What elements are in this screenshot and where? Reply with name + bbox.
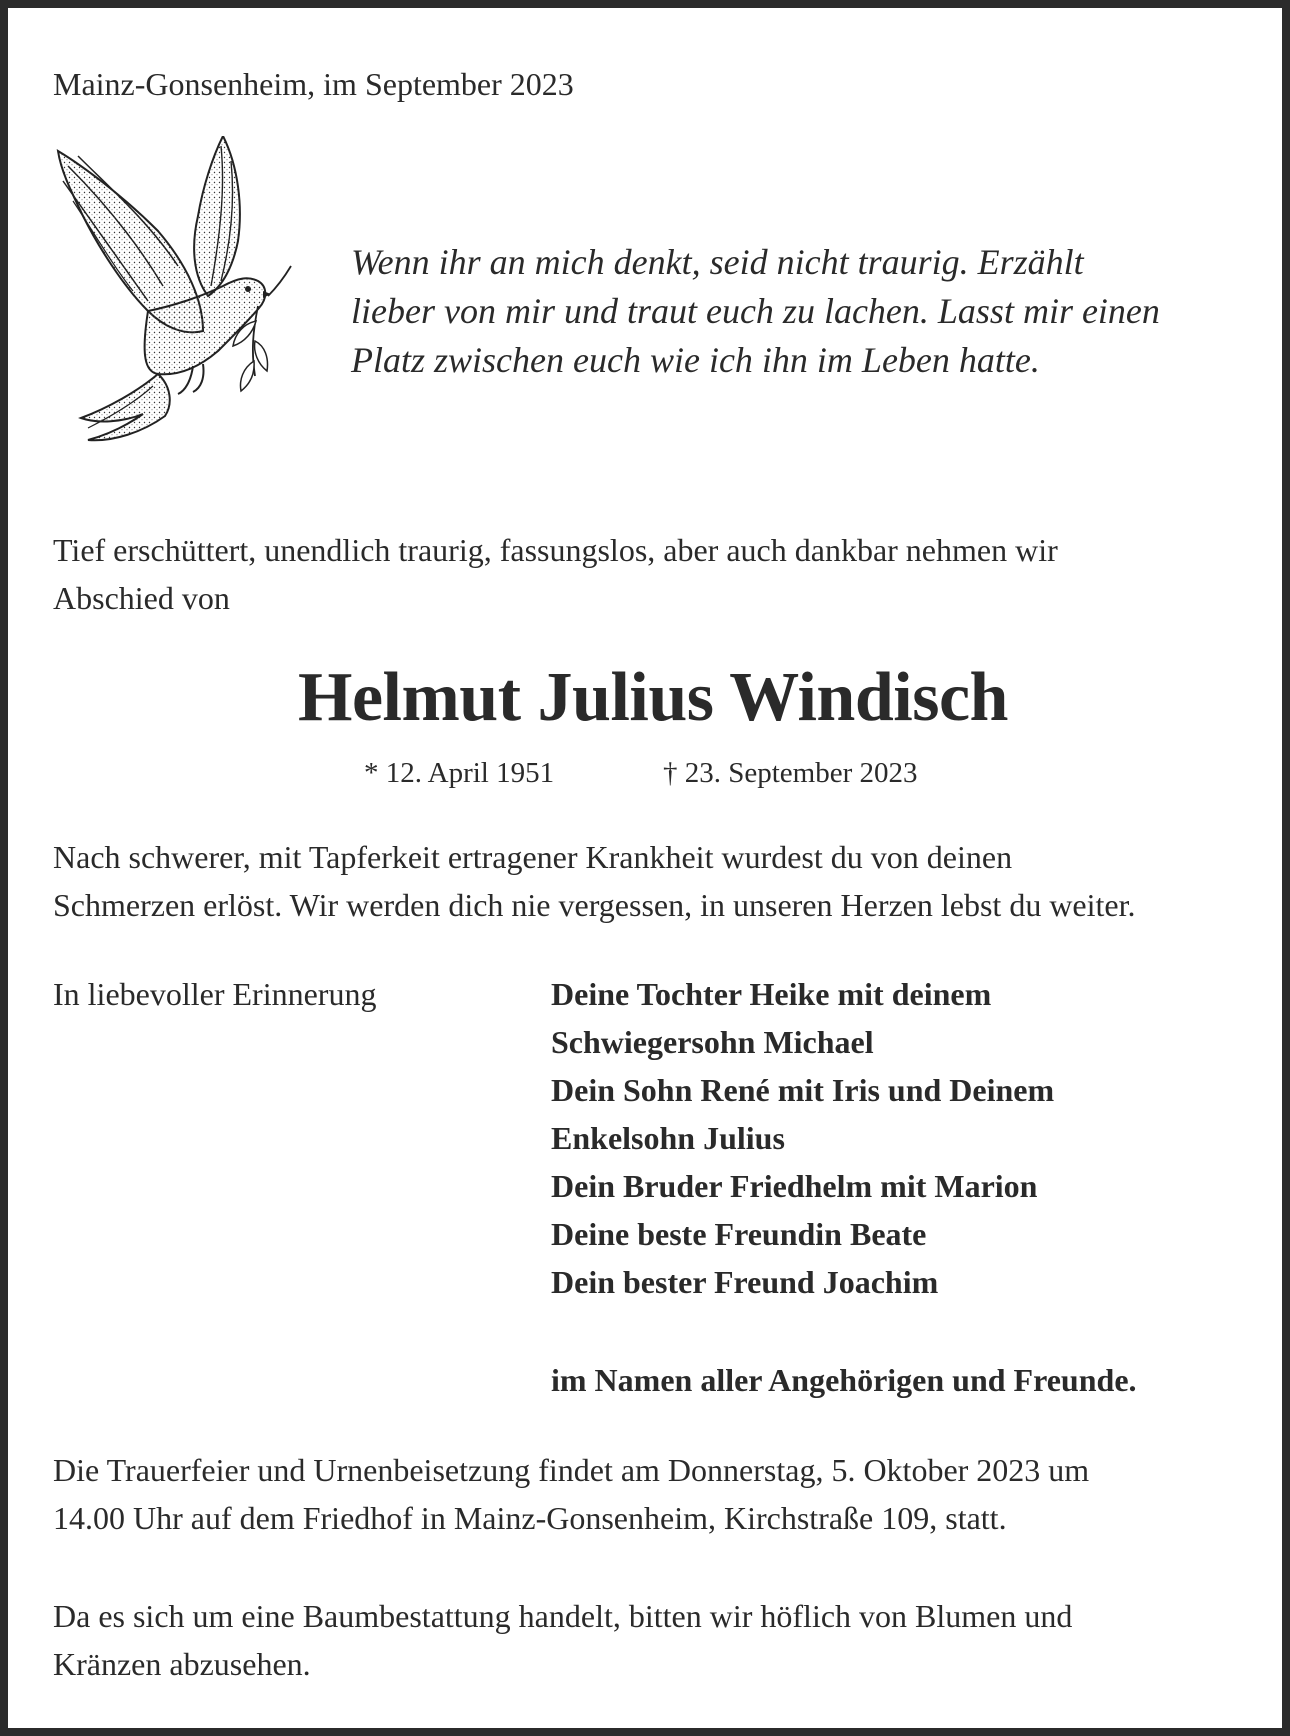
flowers-line: Kränzen abzusehen.: [53, 1646, 311, 1682]
mourner-line: Enkelsohn Julius: [551, 1120, 785, 1156]
mourner-line: Deine beste Freundin Beate: [551, 1216, 927, 1252]
mourner-line: Schwiegersohn Michael: [551, 1024, 874, 1060]
obituary-page: [8, 8, 1282, 1728]
ceremony-line: Die Trauerfeier und Urnenbeisetzung findet am Donnerstag, 5. Oktober 2023 um: [53, 1452, 1090, 1488]
farewell-message: [53, 833, 1253, 929]
death-date: † 23. September 2023: [663, 757, 918, 789]
memorial-quote: [351, 238, 1251, 385]
flowers-line: Da es sich um eine Baumbestattung handelt, bitten wir höflich von Blumen und: [53, 1598, 1073, 1634]
mourner-line: Dein bester Freund Joachim: [551, 1264, 939, 1300]
memory-label: In liebevoller Erinnerung: [53, 976, 377, 1012]
ceremony-info: [53, 1446, 1253, 1542]
quote-line: Platz zwischen euch wie ich ihn im Leben hatte.: [351, 340, 1040, 380]
message-line: Nach schwerer, mit Tapferkeit ertragener Krankheit wurdest du von deinen: [53, 839, 1013, 875]
place-date: Mainz-Gonsenheim, im September 2023: [53, 66, 574, 102]
flowers-note: [53, 1592, 1253, 1688]
birth-date: * 12. April 1951: [364, 757, 555, 789]
deceased-name: Helmut Julius Windisch: [298, 659, 1008, 736]
intro-line: Abschied von: [53, 580, 230, 616]
message-line: Schmerzen erlöst. Wir werden dich nie vergessen, in unseren Herzen lebst du weiter.: [53, 887, 1136, 923]
quote-line: lieber von mir und traut euch zu lachen. Lasst mir einen: [351, 291, 1160, 331]
mourner-line: Dein Bruder Friedhelm mit Marion: [551, 1168, 1038, 1204]
on-behalf-line: im Namen aller Angehörigen und Freunde.: [551, 1362, 1137, 1398]
mourner-line: Deine Tochter Heike mit deinem: [551, 976, 992, 1012]
intro-text: [53, 526, 1233, 622]
mourner-line: Dein Sohn René mit Iris und Deinem: [551, 1072, 1055, 1108]
ceremony-line: 14.00 Uhr auf dem Friedhof in Mainz-Gonsenheim, Kirchstraße 109, statt.: [53, 1500, 1007, 1536]
intro-line: Tief erschüttert, unendlich traurig, fassungslos, aber auch dankbar nehmen wir: [53, 532, 1058, 568]
mourners-list: [551, 970, 1251, 1306]
quote-line: Wenn ihr an mich denkt, seid nicht traurig. Erzählt: [351, 242, 1084, 282]
dove-with-olive-branch-icon: [53, 136, 303, 466]
